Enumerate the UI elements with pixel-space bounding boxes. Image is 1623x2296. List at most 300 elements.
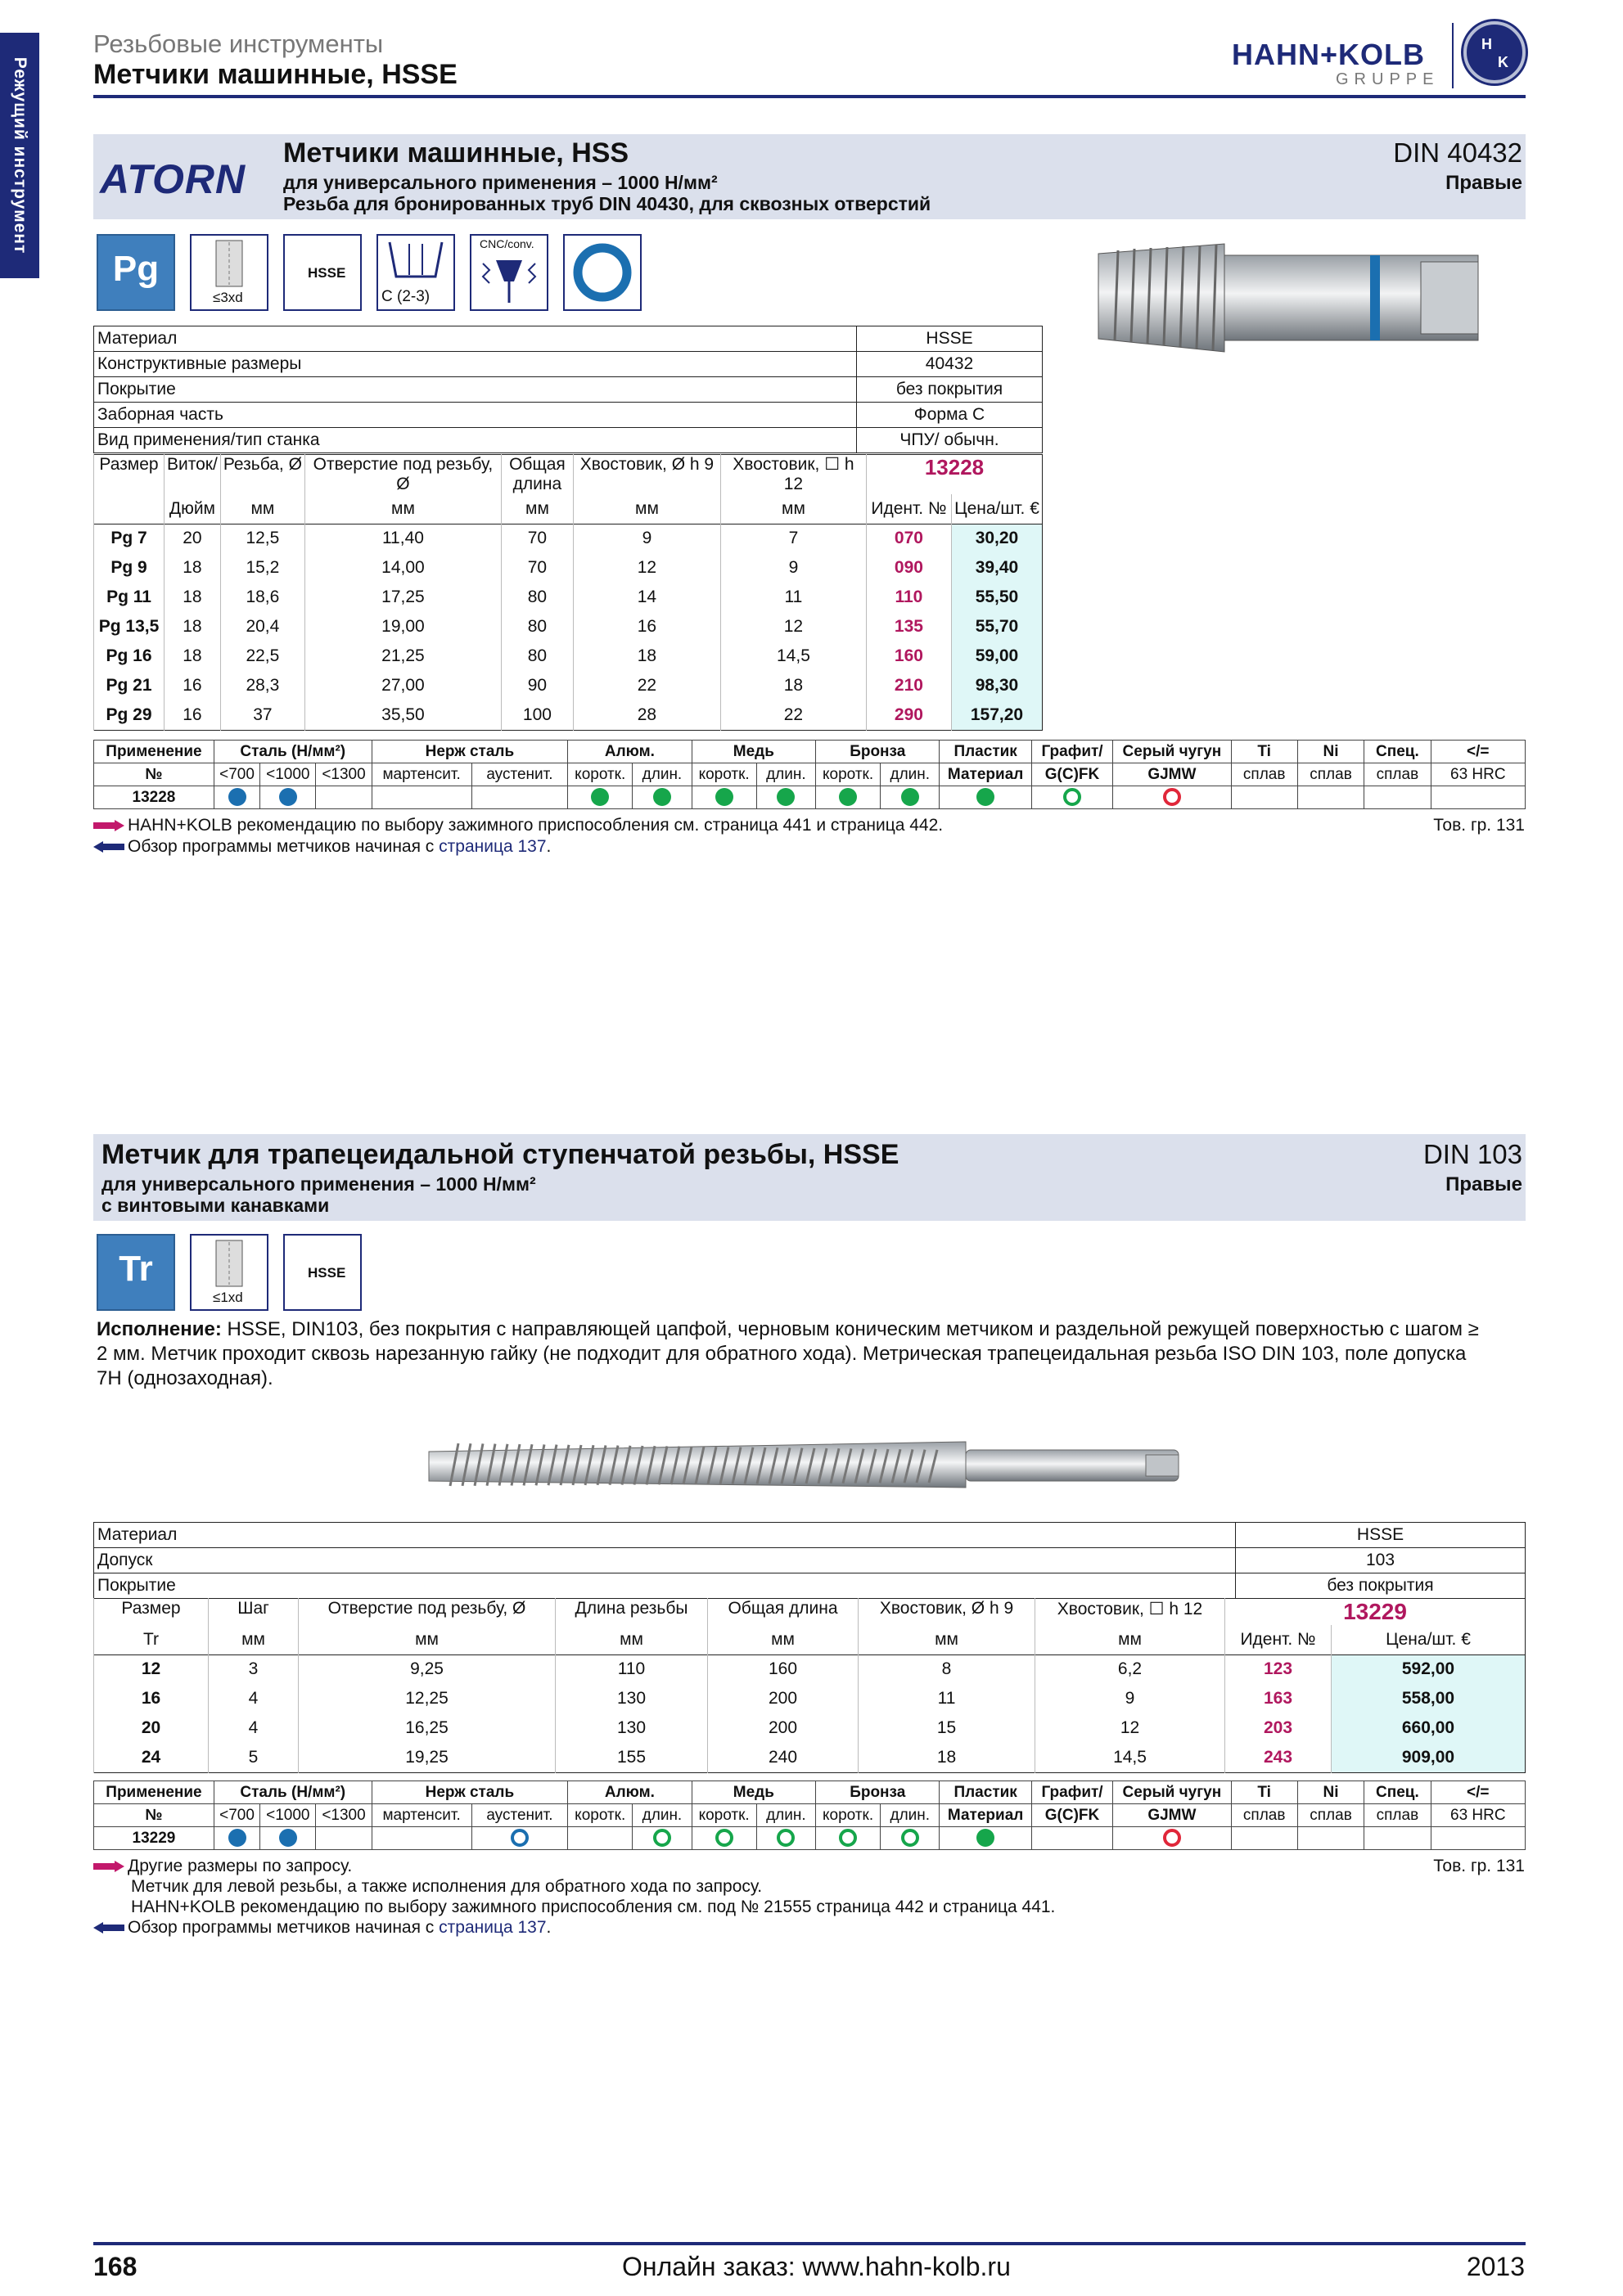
- cell-pitch: 5: [209, 1743, 299, 1772]
- cell-thread: 18,6: [220, 583, 304, 612]
- note-text: .: [546, 1918, 552, 1937]
- prop-value: ЧПУ/ обычн.: [857, 428, 1043, 453]
- prop-row: [94, 428, 1043, 453]
- cell-thread: 22,5: [220, 642, 304, 671]
- cell-hole: 17,25: [304, 583, 501, 612]
- table-row[interactable]: [94, 1743, 1526, 1772]
- suitability-ogreen-icon: [777, 1829, 795, 1847]
- cell-thread-length: 155: [556, 1743, 708, 1772]
- cell-length: 80: [501, 583, 573, 612]
- table-row[interactable]: [94, 553, 1043, 583]
- app-subheader-row: [94, 1804, 1526, 1827]
- app-subheader: сплав: [1364, 1804, 1431, 1827]
- cell-price: 55,50: [951, 583, 1042, 612]
- cell-shank: 18: [573, 642, 720, 671]
- app-subheader: <1000: [260, 1804, 316, 1827]
- suitability-cell: [1113, 786, 1231, 809]
- app-subheader: №: [94, 763, 214, 786]
- execution-label: Исполнение:: [97, 1318, 222, 1340]
- suitability-ogreen-icon: [715, 1829, 733, 1847]
- app-header-row: [94, 741, 1526, 763]
- suitability-ogreen-icon: [1063, 788, 1081, 806]
- cell-thread-length: 130: [556, 1684, 708, 1713]
- cell-ident[interactable]: 160: [866, 642, 951, 671]
- cell-hole: 11,40: [304, 524, 501, 553]
- note-text: Обзор программы метчиков начиная с: [128, 1918, 440, 1937]
- section1-note2: [93, 836, 551, 857]
- section1-direction: Правые: [1445, 172, 1522, 194]
- section1-subtitle2: Резьба для бронированных труб DIN 40430, для сквозных отверстий: [283, 193, 931, 214]
- suitability-oblue-icon: [511, 1829, 529, 1847]
- app-subheader: GJMW: [1113, 763, 1231, 786]
- app-subheader: коротк.: [568, 1804, 633, 1827]
- col-header: Отверстие под резьбу, Ø: [304, 455, 501, 495]
- app-subheader: Материал: [940, 1804, 1031, 1827]
- suitability-cell: [816, 786, 881, 809]
- cell-ident[interactable]: 090: [866, 553, 951, 583]
- suitability-green-icon: [591, 788, 609, 806]
- cell-thread-length: 130: [556, 1713, 708, 1743]
- logo-initial-k: K: [1498, 54, 1508, 70]
- cell-thread-length: 110: [556, 1654, 708, 1684]
- cell-square: 7: [720, 524, 866, 553]
- app-subheader: G(C)FK: [1031, 1804, 1112, 1827]
- section2-note3: HAHN+KOLB рекомендацию по выбору зажимного приспособления см. под № 21555 страница 442 и страница 441.: [131, 1898, 1056, 1916]
- cell-tpi: 18: [165, 553, 221, 583]
- side-tab-label: Режущий инструмент: [11, 56, 29, 254]
- coating-icon: [563, 234, 642, 311]
- logo-gruppe: GRUPPE: [1336, 70, 1440, 88]
- article-number: 13228: [866, 455, 1042, 495]
- suitability-cell: [1297, 1827, 1364, 1850]
- article-number: 13229: [1225, 1599, 1526, 1626]
- suitability-cell: [1431, 1827, 1525, 1850]
- table-row[interactable]: [94, 583, 1043, 612]
- app-group-header: Нерж сталь: [372, 741, 568, 763]
- suitability-green-icon: [653, 788, 671, 806]
- app-group-header: </=: [1431, 741, 1525, 763]
- section2-din: DIN 103: [1422, 1139, 1522, 1169]
- prop-label: Покрытие: [94, 1573, 1236, 1599]
- note-text: .: [546, 837, 552, 856]
- cnc-icon: [470, 234, 548, 311]
- col-header: Виток/: [165, 455, 221, 495]
- app-subheader: коротк.: [816, 1804, 881, 1827]
- app-subheader: мартенсит.: [372, 763, 471, 786]
- cell-price: 39,40: [951, 553, 1042, 583]
- unit: [94, 494, 165, 524]
- prop-row: [94, 1573, 1526, 1599]
- catalog-year: 2013: [1466, 2252, 1525, 2281]
- table-header-row: [94, 1599, 1526, 1626]
- table-row[interactable]: [94, 671, 1043, 700]
- cell-length: 80: [501, 642, 573, 671]
- cell-shank: 18: [859, 1743, 1035, 1772]
- note-text: Другие размеры по запросу.: [128, 1857, 353, 1875]
- app-group-header: Медь: [692, 1781, 815, 1804]
- suitability-cell: [756, 786, 815, 809]
- prop-label: Вид применения/тип станка: [94, 428, 857, 453]
- material-hsse-label: HSSE: [308, 265, 346, 281]
- cell-price: 157,20: [951, 700, 1042, 730]
- prop-value: HSSE: [1236, 1523, 1526, 1548]
- thread-pg-label: Pg: [112, 249, 160, 289]
- cell-hole: 14,00: [304, 553, 501, 583]
- side-tab[interactable]: [0, 33, 39, 278]
- prop-row: [94, 352, 1043, 377]
- suitability-cell: [214, 786, 259, 809]
- cell-size: 24: [94, 1743, 209, 1772]
- cell-length: 100: [501, 700, 573, 730]
- note-text: HAHN+KOLB рекомендацию по выбору зажимного приспособления см. страница 441 и страница 442.: [128, 816, 944, 835]
- app-group-header: Применение: [94, 741, 214, 763]
- app-subheader: коротк.: [692, 1804, 756, 1827]
- page-137-link[interactable]: страница 137: [439, 1918, 547, 1937]
- suitability-cell: [316, 786, 372, 809]
- cell-hole: 12,25: [299, 1684, 556, 1713]
- depth-icon: [190, 1234, 268, 1311]
- cell-length: 70: [501, 553, 573, 583]
- suitability-cell: [260, 786, 316, 809]
- app-group-header: Сталь (Н/мм²): [214, 1781, 372, 1804]
- section2-note4: [93, 1917, 551, 1938]
- col-header: Хвостовик, ☐ h 12: [720, 455, 866, 495]
- col-header: Длина резьбы: [556, 1599, 708, 1626]
- cell-ident[interactable]: 210: [866, 671, 951, 700]
- cell-length: 90: [501, 671, 573, 700]
- cell-ident[interactable]: 135: [866, 612, 951, 642]
- suitability-blue-icon: [279, 1829, 297, 1847]
- cell-size: Pg 11: [94, 583, 165, 612]
- cell-hole: 35,50: [304, 700, 501, 730]
- cell-tpi: 16: [165, 671, 221, 700]
- footer-divider: [93, 2242, 1526, 2245]
- table-row[interactable]: [94, 700, 1043, 730]
- app-group-header: Пластик: [940, 1781, 1031, 1804]
- app-subheader: коротк.: [568, 763, 633, 786]
- cell-price: 592,00: [1332, 1654, 1526, 1684]
- app-subheader: длин.: [881, 763, 940, 786]
- prop-label: Материал: [94, 1523, 1236, 1548]
- unit: мм: [220, 494, 304, 524]
- depth-icon: [190, 234, 268, 311]
- chamfer-form-icon: [378, 236, 453, 288]
- app-subheader: сплав: [1297, 1804, 1364, 1827]
- cell-length: 200: [708, 1713, 859, 1743]
- app-subheader: сплав: [1231, 1804, 1297, 1827]
- prop-label: Конструктивные размеры: [94, 352, 857, 377]
- app-subheader: 63 HRC: [1431, 763, 1525, 786]
- cell-square: 14,5: [720, 642, 866, 671]
- section2-header: [93, 1134, 1526, 1221]
- app-group-header: Спец.: [1364, 741, 1431, 763]
- app-subheader: сплав: [1231, 763, 1297, 786]
- suitability-cell: [568, 1827, 633, 1850]
- cell-square: 6,2: [1035, 1654, 1225, 1684]
- suitability-cell: [1031, 786, 1112, 809]
- app-group-header: Графит/: [1031, 741, 1112, 763]
- table-row[interactable]: [94, 1654, 1526, 1684]
- unit: мм: [573, 494, 720, 524]
- unit: мм: [501, 494, 573, 524]
- app-group-header: Ti: [1231, 741, 1297, 763]
- app-group-header: Алюм.: [568, 1781, 692, 1804]
- application-table-2: [93, 1781, 1526, 1850]
- cell-tpi: 18: [165, 612, 221, 642]
- section2-subtitle2: с винтовыми канавками: [101, 1195, 330, 1216]
- depth-label: ≤3xd: [213, 290, 243, 305]
- cell-pitch: 4: [209, 1713, 299, 1743]
- col-header: Шаг: [209, 1599, 299, 1626]
- app-group-header: Бронза: [816, 741, 940, 763]
- cell-size: Pg 21: [94, 671, 165, 700]
- prop-row: [94, 377, 1043, 403]
- prop-label: Допуск: [94, 1548, 1236, 1573]
- suitability-blue-icon: [279, 788, 297, 806]
- cell-pitch: 4: [209, 1684, 299, 1713]
- chamfer-icon: [376, 234, 455, 311]
- suitability-cell: [881, 786, 940, 809]
- suitability-cell: [1231, 786, 1297, 809]
- blue-arrow-icon: [93, 1922, 124, 1934]
- page-subtitle: Резьбовые инструменты: [93, 29, 384, 58]
- cell-size: 12: [94, 1654, 209, 1684]
- suitability-cell: [692, 786, 756, 809]
- cell-hole: 21,25: [304, 642, 501, 671]
- cell-ident[interactable]: 203: [1225, 1713, 1332, 1743]
- cell-ident[interactable]: 123: [1225, 1654, 1332, 1684]
- col-header: Размер: [94, 1599, 209, 1626]
- app-group-header: Графит/: [1031, 1781, 1112, 1804]
- cell-price: 660,00: [1332, 1713, 1526, 1743]
- header-divider: [93, 95, 1526, 98]
- atorn-logo: ATORN: [100, 156, 246, 202]
- cell-hole: 19,25: [299, 1743, 556, 1772]
- app-article: 13229: [94, 1827, 214, 1850]
- cell-ident[interactable]: 070: [866, 524, 951, 553]
- cell-tpi: 16: [165, 700, 221, 730]
- app-subheader: <1000: [260, 763, 316, 786]
- suitability-cell: [1231, 1827, 1297, 1850]
- cell-shank: 16: [573, 612, 720, 642]
- suitability-blue-icon: [228, 788, 246, 806]
- section2-title: Метчик для трапецеидальной ступенчатой резьбы, HSSE: [101, 1139, 899, 1170]
- suitability-cell: [940, 1827, 1031, 1850]
- col-header: Общая длина: [501, 455, 573, 495]
- app-subheader: <1300: [316, 763, 372, 786]
- cell-ident[interactable]: 290: [866, 700, 951, 730]
- app-subheader: 63 HRC: [1431, 1804, 1525, 1827]
- cell-square: 12: [720, 612, 866, 642]
- suitability-ored-icon: [1163, 1829, 1181, 1847]
- unit: мм: [299, 1625, 556, 1654]
- suitability-cell: [692, 1827, 756, 1850]
- suitability-cell: [260, 1827, 316, 1850]
- app-subheader: G(C)FK: [1031, 763, 1112, 786]
- suitability-cell: [471, 1827, 568, 1850]
- cell-size: 20: [94, 1713, 209, 1743]
- cell-length: 80: [501, 612, 573, 642]
- cell-price: 909,00: [1332, 1743, 1526, 1772]
- material-hsse-icon: [283, 234, 362, 311]
- uncoated-ring-icon: [565, 236, 640, 309]
- units-row: [94, 494, 1043, 524]
- col-header: Хвостовик, Ø h 9: [859, 1599, 1035, 1626]
- prop-label: Материал: [94, 326, 857, 352]
- suitability-cell: [372, 1827, 471, 1850]
- cell-tpi: 18: [165, 583, 221, 612]
- section1-header: [93, 134, 1526, 219]
- cell-shank: 28: [573, 700, 720, 730]
- suitability-cell: [881, 1827, 940, 1850]
- table-row[interactable]: [94, 612, 1043, 642]
- suitability-cell: [1364, 786, 1431, 809]
- suitability-cell: [1364, 1827, 1431, 1850]
- app-subheader: коротк.: [692, 763, 756, 786]
- col-header: Хвостовик, Ø h 9: [573, 455, 720, 495]
- page-137-link[interactable]: страница 137: [439, 837, 547, 856]
- thread-tr-icon: [97, 1234, 175, 1311]
- section1-dimensions-table: [93, 454, 1043, 731]
- app-group-header: Медь: [692, 741, 815, 763]
- suitability-cell: [1431, 786, 1525, 809]
- cell-ident[interactable]: 163: [1225, 1684, 1332, 1713]
- cell-length: 200: [708, 1684, 859, 1713]
- cell-square: 14,5: [1035, 1743, 1225, 1772]
- section2-group: Тов. гр. 131: [1433, 1857, 1525, 1875]
- cell-shank: 15: [859, 1713, 1035, 1743]
- unit: мм: [720, 494, 866, 524]
- table-row[interactable]: [94, 642, 1043, 671]
- suitability-green-icon: [839, 788, 857, 806]
- execution-text: HSSE, DIN103, без покрытия с направляющей цапфой, черновым коническим метчиком и раздельной режущей поверхностью с шагом ≥ 2 мм. Метчик проходит сквозь нарезанную гайку (не подходит для обратного хода). Метрическая трапецеидальная резьба ISO DIN 103, поле допуска 7H (однозаходная).: [97, 1318, 1479, 1389]
- cell-size: Pg 7: [94, 524, 165, 553]
- cell-square: 22: [720, 700, 866, 730]
- app-group-header: </=: [1431, 1781, 1525, 1804]
- prop-value: без покрытия: [857, 377, 1043, 403]
- cell-ident[interactable]: 243: [1225, 1743, 1332, 1772]
- prop-value: 40432: [857, 352, 1043, 377]
- app-group-header: Серый чугун: [1113, 1781, 1231, 1804]
- cell-shank: 9: [573, 524, 720, 553]
- col-header: Общая длина: [708, 1599, 859, 1626]
- suitability-cell: [214, 1827, 259, 1850]
- col-header: Резьба, Ø: [220, 455, 304, 495]
- section1-title: Метчики машинные, HSS: [283, 137, 629, 169]
- app-group-header: Сталь (Н/мм²): [214, 741, 372, 763]
- cell-price: 55,70: [951, 612, 1042, 642]
- cell-square: 18: [720, 671, 866, 700]
- table-row[interactable]: [94, 524, 1043, 553]
- suitability-green-icon: [976, 1829, 994, 1847]
- suitability-cell: [372, 786, 471, 809]
- section1-subtitle1: для универсального применения – 1000 Н/мм²: [283, 172, 718, 193]
- cell-price: 98,30: [951, 671, 1042, 700]
- app-subheader: аустенит.: [471, 1804, 568, 1827]
- cell-square: 12: [1035, 1713, 1225, 1743]
- app-article: 13228: [94, 786, 214, 809]
- material-hsse-icon: [283, 1234, 362, 1311]
- unit: Tr: [94, 1625, 209, 1654]
- suitability-ogreen-icon: [901, 1829, 919, 1847]
- pink-arrow-icon: [93, 820, 124, 831]
- suitability-green-icon: [777, 788, 795, 806]
- cell-shank: 22: [573, 671, 720, 700]
- unit: мм: [556, 1625, 708, 1654]
- unit: Цена/шт. €: [951, 494, 1042, 524]
- col-header: Отверстие под резьбу, Ø: [299, 1599, 556, 1626]
- cell-ident[interactable]: 110: [866, 583, 951, 612]
- cell-size: 16: [94, 1684, 209, 1713]
- suitability-green-icon: [715, 788, 733, 806]
- prop-label: Заборная часть: [94, 403, 857, 428]
- table-row[interactable]: [94, 1684, 1526, 1713]
- app-header-row: [94, 1781, 1526, 1804]
- suitability-green-icon: [901, 788, 919, 806]
- cell-pitch: 3: [209, 1654, 299, 1684]
- section2-execution: [97, 1317, 1488, 1391]
- suitability-green-icon: [976, 788, 994, 806]
- app-subheader: GJMW: [1113, 1804, 1231, 1827]
- app-group-header: Серый чугун: [1113, 741, 1231, 763]
- app-subheader: длин.: [756, 1804, 815, 1827]
- app-group-header: Пластик: [940, 741, 1031, 763]
- suitability-cell: [1297, 786, 1364, 809]
- cell-hole: 9,25: [299, 1654, 556, 1684]
- cell-size: Pg 29: [94, 700, 165, 730]
- section1-note1: [93, 815, 943, 835]
- suitability-blue-icon: [228, 1829, 246, 1847]
- unit: мм: [708, 1625, 859, 1654]
- prop-label: Покрытие: [94, 377, 857, 403]
- cell-hole: 19,00: [304, 612, 501, 642]
- app-subheader: №: [94, 1804, 214, 1827]
- online-order-link[interactable]: Онлайн заказ: www.hahn-kolb.ru: [622, 2252, 1011, 2281]
- suitability-cell: [568, 786, 633, 809]
- suitability-ored-icon: [1163, 788, 1181, 806]
- cnc-label: CNC/conv.: [480, 237, 534, 250]
- cell-thread: 20,4: [220, 612, 304, 642]
- cell-size: Pg 13,5: [94, 612, 165, 642]
- table-row[interactable]: [94, 1713, 1526, 1743]
- suitability-cell: [471, 786, 568, 809]
- cell-thread: 37: [220, 700, 304, 730]
- cell-price: 30,20: [951, 524, 1042, 553]
- cell-size: Pg 16: [94, 642, 165, 671]
- app-group-header: Применение: [94, 1781, 214, 1804]
- section2-properties: [93, 1522, 1526, 1599]
- prop-row: [94, 326, 1043, 352]
- unit: мм: [209, 1625, 299, 1654]
- cell-thread: 28,3: [220, 671, 304, 700]
- thread-tr-label: Tr: [119, 1249, 153, 1289]
- cell-length: 240: [708, 1743, 859, 1772]
- suitability-cell: [816, 1827, 881, 1850]
- app-subheader: аустенит.: [471, 763, 568, 786]
- app-group-header: Бронза: [816, 1781, 940, 1804]
- unit: Идент. №: [1225, 1625, 1332, 1654]
- app-subheader: длин.: [633, 1804, 692, 1827]
- cell-price: 558,00: [1332, 1684, 1526, 1713]
- app-subheader: <700: [214, 1804, 259, 1827]
- chamfer-label: C (2-3): [381, 288, 431, 305]
- prop-value: HSSE: [857, 326, 1043, 352]
- thread-pg-icon: [97, 234, 175, 311]
- page-title: Метчики машинные, HSSE: [93, 59, 458, 90]
- app-subheader: сплав: [1297, 763, 1364, 786]
- app-values-row: [94, 1827, 1526, 1850]
- prop-row: [94, 1548, 1526, 1573]
